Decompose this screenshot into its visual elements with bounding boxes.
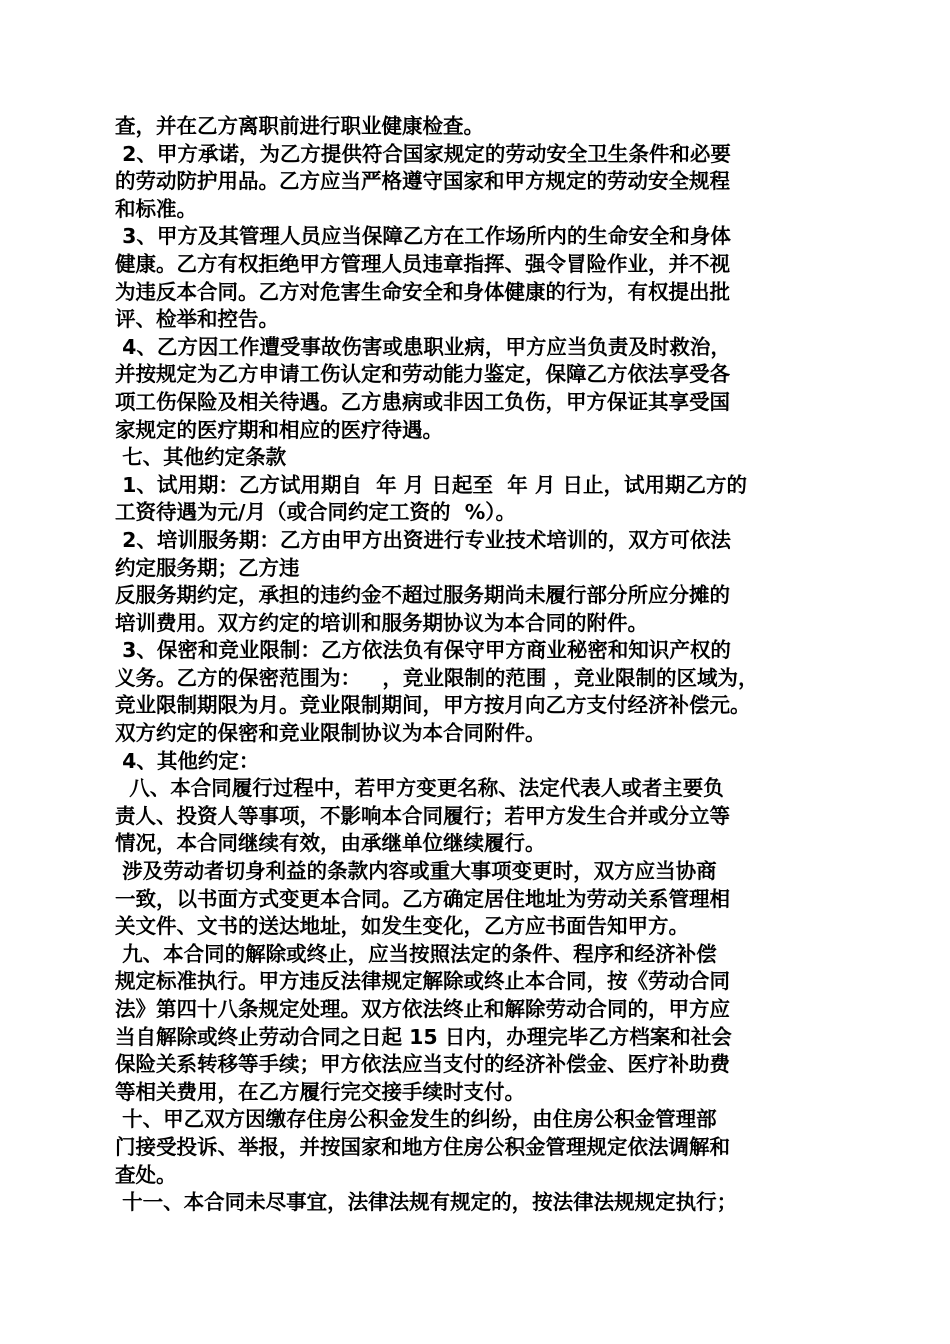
- text-line: 查处。: [115, 1162, 177, 1187]
- text-line: 并按规定为乙方申请工伤认定和劳动能力鉴定，保障乙方依法享受各: [115, 362, 730, 387]
- text-line: 健康。乙方有权拒绝甲方管理人员违章指挥、强令冒险作业，并不视: [115, 251, 730, 276]
- text-line: 培训费用。双方约定的培训和服务期协议为本合同的附件。: [115, 610, 648, 635]
- text-line: 和标准。: [115, 196, 197, 221]
- text-line: 评、检举和控告。: [115, 307, 279, 332]
- text-line: 责人、投资人等事项，不影响本合同履行；若甲方发生合并或分立等: [115, 803, 730, 828]
- text-line: 1、试用期：乙方试用期自 年 月 日起至 年 月 日止，试用期乙方的: [115, 472, 747, 497]
- text-line: 3、保密和竞业限制：乙方依法负有保守甲方商业秘密和知识产权的: [115, 638, 731, 663]
- text-line: 关文件、文书的送达地址，如发生变化，乙方应书面告知甲方。: [115, 914, 689, 939]
- text-line: 门接受投诉、举报，并按国家和地方住房公积金管理规定依法调解和: [115, 1134, 730, 1159]
- text-line: 4、乙方因工作遭受事故伤害或患职业病，甲方应当负责及时救治，: [115, 334, 731, 359]
- text-line: 等相关费用，在乙方履行完交接手续时支付。: [115, 1079, 525, 1104]
- text-line: 项工伤保险及相关待遇。乙方患病或非因工负伤，甲方保证其享受国: [115, 389, 730, 414]
- text-line: 2、培训服务期：乙方由甲方出资进行专业技术培训的，双方可依法: [115, 527, 731, 552]
- text-line: 3、甲方及其管理人员应当保障乙方在工作场所内的生命安全和身体: [115, 224, 731, 249]
- text-line: 为违反本合同。乙方对危害生命安全和身体健康的行为，有权提出批: [115, 279, 730, 304]
- text-line: 保险关系转移等手续；甲方依法应当支付的经济补偿金、医疗补助费: [115, 1052, 730, 1077]
- text-line: 八、本合同履行过程中，若甲方变更名称、法定代表人或者主要负: [115, 776, 724, 801]
- text-line: 2、甲方承诺，为乙方提供符合国家规定的劳动安全卫生条件和必要: [115, 141, 731, 166]
- text-line: 家规定的医疗期和相应的医疗待遇。: [115, 417, 443, 442]
- text-line: 约定服务期；乙方违: [115, 555, 300, 580]
- text-line: 规定标准执行。甲方违反法律规定解除或终止本合同，按《劳动合同: [115, 969, 730, 994]
- text-line: 情况，本合同继续有效，由承继单位继续履行。: [115, 831, 546, 856]
- text-line: 一致，以书面方式变更本合同。乙方确定居住地址为劳动关系管理相: [115, 886, 730, 911]
- text-line: 涉及劳动者切身利益的条款内容或重大事项变更时，双方应当协商: [115, 859, 717, 884]
- text-line: 法》第四十八条规定处理。双方依法终止和解除劳动合同的，甲方应: [115, 997, 730, 1021]
- text-line: 当自解除或终止劳动合同之日起 15 日内，办理完毕乙方档案和社会: [115, 1024, 732, 1049]
- text-line: 反服务期约定，承担的违约金不超过服务期尚未履行部分所应分摊的: [115, 583, 730, 608]
- text-line: 双方约定的保密和竞业限制协议为本合同附件。: [115, 721, 546, 746]
- text-line: 七、其他约定条款: [115, 445, 287, 470]
- text-line: 4、其他约定：: [115, 748, 260, 773]
- text-line: 义务。乙方的保密范围为： ，竞业限制的范围 ，竞业限制的区域为，: [115, 665, 759, 690]
- text-line: 十一、本合同未尽事宜，法律法规有规定的，按法律法规规定执行；: [115, 1190, 738, 1215]
- text-line: 九、本合同的解除或终止，应当按照法定的条件、程序和经济补偿: [115, 941, 717, 966]
- contract-text: [115, 113, 840, 1217]
- text-line: 查，并在乙方离职前进行职业健康检查。: [115, 114, 484, 138]
- text-line: 竞业限制期限为月。竞业限制期间，甲方按月向乙方支付经济补偿元。: [115, 693, 751, 718]
- text-line: 的劳动防护用品。乙方应当严格遵守国家和甲方规定的劳动安全规程: [115, 169, 730, 194]
- text-line: 工资待遇为元/月（或合同约定工资的 %）。: [115, 500, 517, 525]
- text-line: 十、甲乙双方因缴存住房公积金发生的纠纷，由住房公积金管理部: [115, 1107, 717, 1132]
